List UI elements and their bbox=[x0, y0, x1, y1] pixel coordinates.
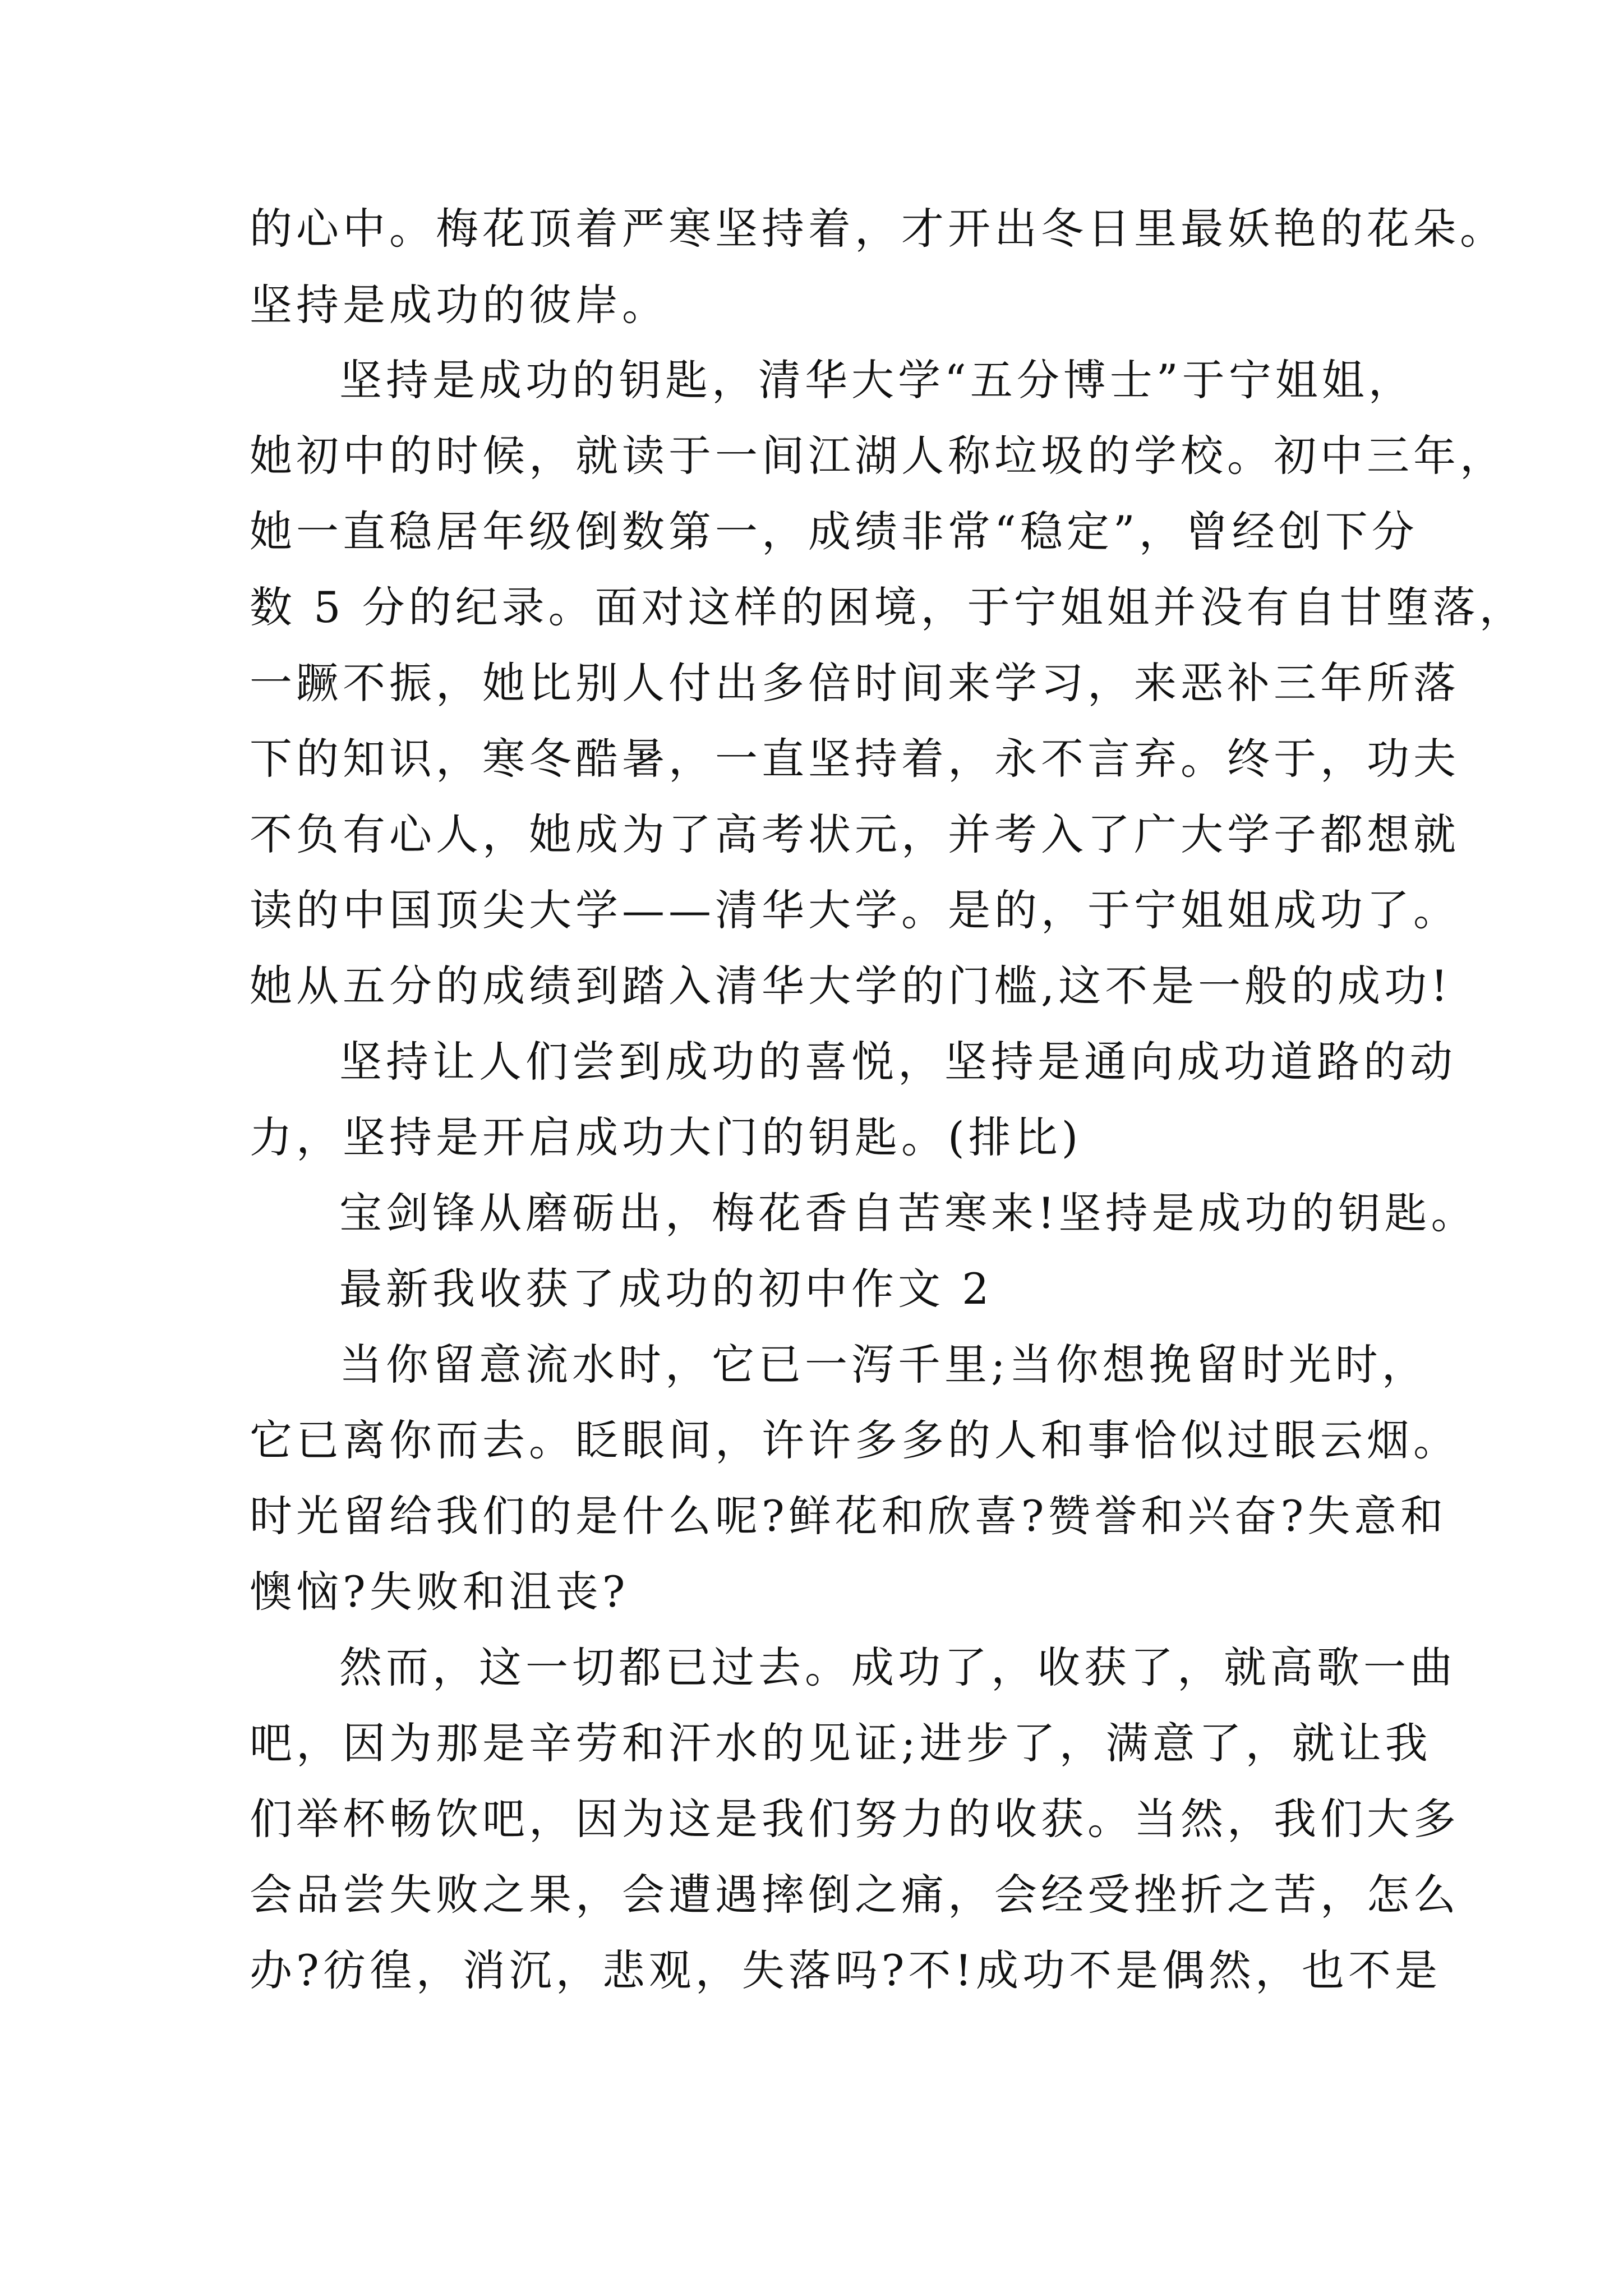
text-line: 她初中的时候，就读于一间江湖人称垃圾的学校。初中三年， bbox=[250, 431, 1506, 481]
section-heading: 最新我收获了成功的初中作文 2 bbox=[339, 1264, 993, 1314]
text-line: 们举杯畅饮吧，因为这是我们努力的收获。当然，我们大多 bbox=[250, 1794, 1460, 1844]
text-line: 当你留意流水时，它已一泻千里;当你想挽留时光时， bbox=[339, 1340, 1428, 1389]
text-line: 读的中国顶尖大学——清华大学。是的，于宁姐姐成功了。 bbox=[250, 885, 1460, 935]
text-line: 时光留给我们的是什么呢?鲜花和欣喜?赞誉和兴奋?失意和 bbox=[250, 1491, 1447, 1541]
text-line: 坚持是成功的彼岸。 bbox=[250, 280, 668, 330]
text-line: 力，坚持是开启成功大门的钥匙。(排比) bbox=[250, 1112, 1082, 1162]
text-line: 不负有心人，她成为了高考状元，并考入了广大学子都想就 bbox=[250, 809, 1460, 859]
text-line: 会品尝失败之果，会遭遇摔倒之痛，会经受挫折之苦，怎么 bbox=[250, 1870, 1460, 1920]
text-line: 她一直稳居年级倒数第一，成绩非常“稳定”，曾经创下分 bbox=[250, 507, 1418, 556]
text-line: 一蹶不振，她比别人付出多倍时间来学习，来恶补三年所落 bbox=[250, 658, 1460, 708]
text-line: 数 5 分的纪录。面对这样的困境，于宁姐姐并没有自甘堕落， bbox=[250, 582, 1526, 632]
text-line: 她从五分的成绩到踏入清华大学的门槛,这不是一般的成功! bbox=[250, 961, 1452, 1011]
text-line: 它已离你而去。眨眼间，许许多多的人和事恰似过眼云烟。 bbox=[250, 1415, 1460, 1465]
text-line: 懊恼?失败和沮丧? bbox=[250, 1567, 629, 1617]
text-line: 的心中。梅花顶着严寒坚持着，才开出冬日里最妖艳的花朵。 bbox=[250, 204, 1506, 254]
text-line: 宝剑锋从磨砺出，梅花香自苦寒来!坚持是成功的钥匙。 bbox=[339, 1188, 1478, 1238]
text-line: 办?彷徨，消沉，悲观，失落吗?不!成功不是偶然，也不是 bbox=[250, 1945, 1442, 1995]
text-line: 然而，这一切都已过去。成功了，收获了，就高歌一曲 bbox=[339, 1642, 1456, 1692]
text-line: 坚持是成功的钥匙，清华大学“五分博士”于宁姐姐， bbox=[339, 355, 1415, 405]
text-line: 坚持让人们尝到成功的喜悦，坚持是通向成功道路的动 bbox=[339, 1037, 1456, 1087]
text-line: 下的知识，寒冬酷暑，一直坚持着，永不言弃。终于，功夫 bbox=[250, 734, 1460, 784]
text-line: 吧，因为那是辛劳和汗水的见证;进步了，满意了，就让我 bbox=[250, 1718, 1432, 1768]
